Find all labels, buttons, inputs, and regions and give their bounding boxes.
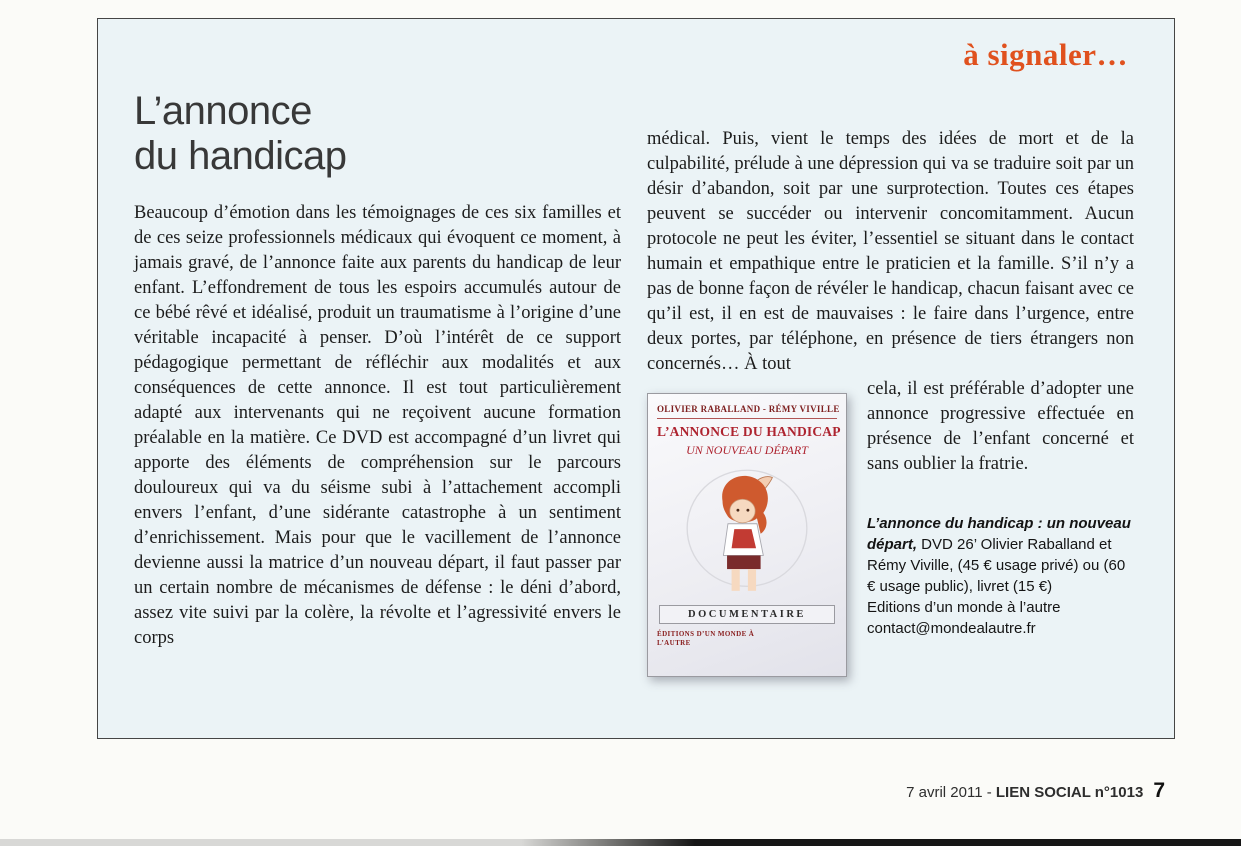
footer-page-number: 7 — [1153, 779, 1165, 802]
dvd-cover-subtitle: UN NOUVEAU DÉPART — [686, 443, 808, 457]
article-text-right-continued: cela, il est préférable d’adopter une annonce progressive effectuée en présence de l’enfant concerné et sans oublier la fratrie. — [867, 379, 1134, 474]
dvd-caption-details: DVD 26’ Olivier Raballand et Rémy Viville, (45 € usage privé) ou (60 € usage public), livret (15 €) — [867, 536, 1126, 595]
dvd-cover-title: L’ANNONCE DU HANDICAP — [657, 424, 841, 439]
article-title — [134, 89, 621, 179]
right-column — [647, 127, 1134, 683]
dvd-caption-title: L’annonce du handicap : un nouveau départ, — [867, 515, 1131, 553]
left-column — [134, 89, 621, 651]
dvd-cover-genre: DOCUMENTAIRE — [659, 605, 835, 624]
article-text-right: médical. Puis, vient le temps des idées de mort et de la culpabilité, prélude à une dépression qui va se traduire soit par un désir d’abandon, soit par une surprotection. Toutes ces étapes peuvent se succéder ou intervenir concomitamment. Aucun protocole ne peut les éviter, l’essentiel se situant dans le contact humain et empathique entre le praticien et la famille. S’il n’y a pas de bonne façon de révéler le handicap, chacun faisant avec ce qu’il est, il en est de mauvaises : le faire dans l’urgence, entre deux portes, par téléphone, en présence de tiers étrangers non concernés… À tout — [647, 129, 1134, 374]
article-title-line1: L’annonce — [134, 89, 312, 133]
dvd-caption-publisher: Editions d’un monde à l’autre — [867, 599, 1061, 616]
footer-date: 7 avril 2011 - — [906, 784, 996, 801]
scan-edge-artifact — [0, 839, 1241, 846]
section-header: à signaler… — [963, 37, 1128, 72]
girl-illustration-icon — [678, 463, 816, 599]
page-footer — [906, 779, 1165, 803]
dvd-caption-contact: contact@mondealautre.fr — [867, 620, 1036, 637]
article-text-left: Beaucoup d’émotion dans les témoignages de ces six familles et de ces seize professionnels médicaux qui évoquent ce moment, à jamais gravé, de l’annonce faite aux parents du handicap de leur enfant. L’effondrement de tous les espoirs accumulés autour de ce bébé rêvé et idéalisé, produit un traumatisme à l’origine d’une véritable incapacité à penser. D’où l’intérêt de ce support pédagogique permettant de réfléchir aux modalités et aux conséquences de cette annonce. Il est tout particulièrement adapté aux intervenants qui ne reçoivent aucune formation préalable en la matière. Ce DVD est accompagné d’un livret qui apporte des éléments de compréhension sur le parcours douloureux qui va du séisme subi à l’attachement accompli envers l’enfant, d’une sidérante catastrophe à un sentiment d’enrichissement. Mais pour que le vacillement de l’annonce devienne aussi la matrice d’un nouveau départ, il faut passer par un certain nombre de mécanismes de défense : le déni d’abord, assez vite suivi par la colère, la révolte et l’agressivité envers le corps — [134, 203, 621, 648]
article-title-line2: du handicap — [134, 134, 347, 178]
footer-magazine: LIEN SOCIAL n°1013 — [995, 784, 1144, 801]
dvd-cover-illustration — [657, 462, 837, 600]
article-panel — [97, 18, 1175, 739]
dvd-cover-authors: OLIVIER RABALLAND - RÉMY VIVILLE — [657, 404, 837, 419]
dvd-cover-publisher-logo: ÉDITIONS D’UN MONDE À L’AUTRE — [657, 630, 755, 648]
dvd-cover — [647, 393, 847, 677]
